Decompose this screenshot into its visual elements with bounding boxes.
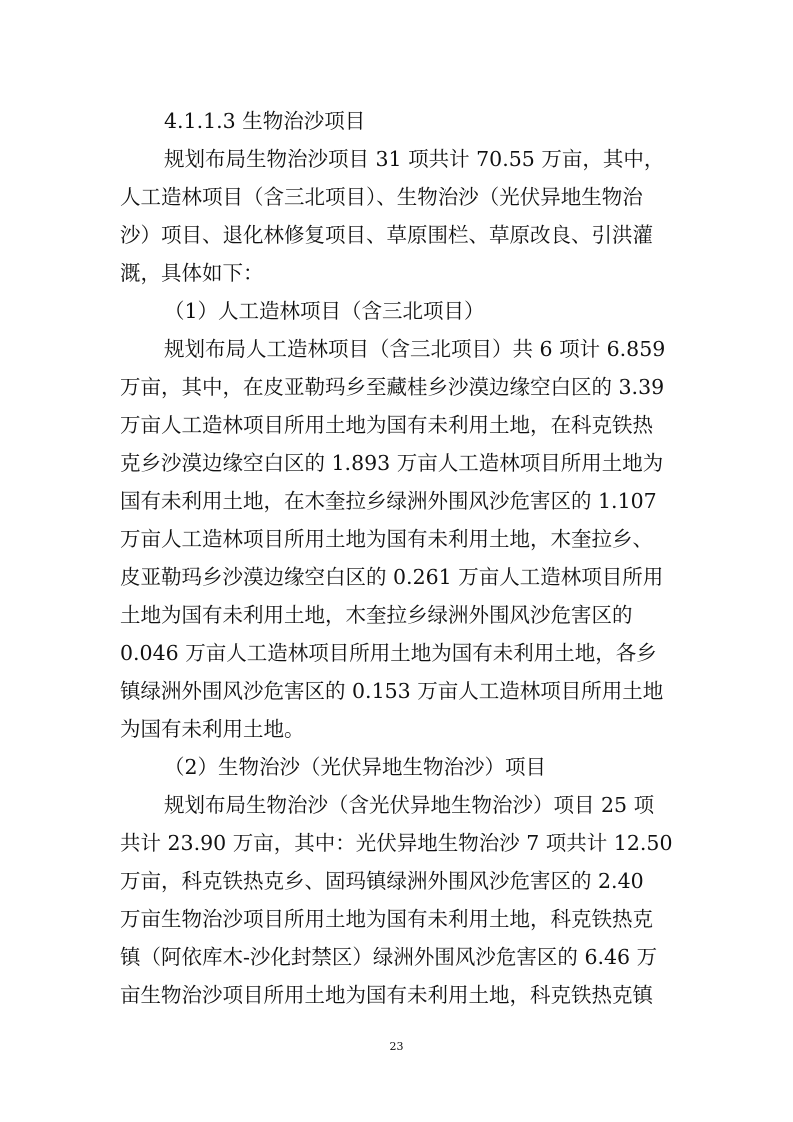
paragraph-line: 沙）项目、退化林修复项目、草原围栏、草原改良、引洪灌 <box>120 223 653 247</box>
paragraph-line: 万亩，科克铁热克乡、固玛镇绿洲外围风沙危害区的 2.40 <box>120 869 644 893</box>
paragraph-line: 共计 23.90 万亩，其中：光伏异地生物治沙 7 项共计 12.50 <box>120 831 673 855</box>
section-heading: 4.1.1.3 生物治沙项目 <box>164 109 366 133</box>
paragraph-line: 亩生物治沙项目所用土地为国有未利用土地，科克铁热克镇 <box>120 983 653 1007</box>
paragraph-line: 规划布局生物治沙项目 31 项共计 70.55 万亩，其中， <box>164 147 665 171</box>
paragraph-line: 镇绿洲外围风沙危害区的 0.153 万亩人工造林项目所用土地 <box>120 679 664 703</box>
paragraph-line: 镇（阿依库木-沙化封禁区）绿洲外围风沙危害区的 6.46 万 <box>120 945 658 969</box>
paragraph-line: 国有未利用土地，在木奎拉乡绿洲外围风沙危害区的 1.107 <box>120 489 657 513</box>
subsection-heading: （2）生物治沙（光伏异地生物治沙）项目 <box>164 755 547 779</box>
paragraph-line: 溉，具体如下： <box>120 261 264 285</box>
paragraph-line: 0.046 万亩人工造林项目所用土地为国有未利用土地，各乡 <box>120 641 657 665</box>
paragraph-line: 克乡沙漠边缘空白区的 1.893 万亩人工造林项目所用土地为 <box>120 451 664 475</box>
paragraph-line: 土地为国有未利用土地，木奎拉乡绿洲外围风沙危害区的 <box>120 603 633 627</box>
paragraph-line: 人工造林项目（含三北项目）、生物治沙（光伏异地生物治 <box>120 185 643 209</box>
paragraph-line: 万亩生物治沙项目所用土地为国有未利用土地，科克铁热克 <box>120 907 653 931</box>
paragraph-line: 万亩人工造林项目所用土地为国有未利用土地，木奎拉乡、 <box>120 527 653 551</box>
paragraph-line: 皮亚勒玛乡沙漠边缘空白区的 0.261 万亩人工造林项目所用 <box>120 565 664 589</box>
paragraph-line: 规划布局人工造林项目（含三北项目）共 6 项计 6.859 <box>164 337 666 361</box>
paragraph-line: 万亩人工造林项目所用土地为国有未利用土地，在科克铁热 <box>120 413 653 437</box>
paragraph-line: 万亩，其中，在皮亚勒玛乡至藏桂乡沙漠边缘空白区的 3.39 <box>120 375 665 399</box>
subsection-heading: （1）人工造林项目（含三北项目） <box>164 299 485 323</box>
page-number: 23 <box>389 1040 404 1053</box>
paragraph-line: 为国有未利用土地。 <box>120 717 305 741</box>
paragraph-line: 规划布局生物治沙（含光伏异地生物治沙）项目 25 项 <box>164 793 655 817</box>
